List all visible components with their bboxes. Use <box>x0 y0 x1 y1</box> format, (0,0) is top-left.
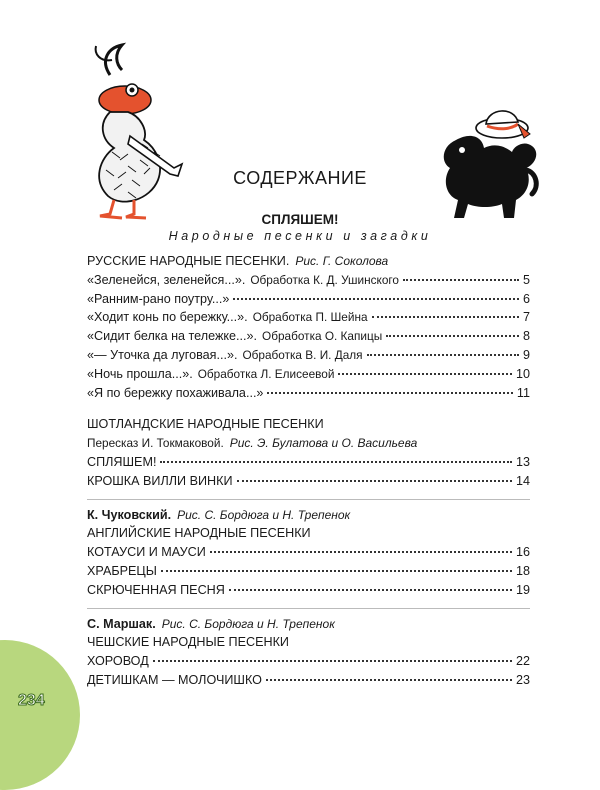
toc-entry[interactable] <box>87 455 530 474</box>
entry-editor: Обработка В. И. Даля <box>242 347 363 362</box>
section-heading: СПЛЯШЕМ! <box>261 212 339 227</box>
entry-title: «Сидит белка на тележке...». <box>87 329 258 344</box>
leader-dots <box>267 392 512 394</box>
toc-entry[interactable] <box>87 273 530 292</box>
leader-dots <box>210 551 512 553</box>
entry-title: СКРЮЧЕННАЯ ПЕСНЯ <box>87 582 225 597</box>
scottie-dog-icon <box>432 100 542 225</box>
toc-entry[interactable] <box>87 474 530 493</box>
leader-dots <box>403 279 519 281</box>
leader-dots <box>233 298 519 300</box>
entry-page: 10 <box>515 366 530 381</box>
toc-entry[interactable] <box>87 386 530 405</box>
entry-page: 16 <box>515 545 530 560</box>
entry-page: 8 <box>522 329 530 344</box>
entry-title: ДЕТИШКАМ — МОЛОЧИШКО <box>87 672 262 687</box>
toc-group-scottish: ШОТЛАНДСКИЕ НАРОДНЫЕ ПЕСЕНКИ <box>87 417 324 432</box>
author-line <box>87 617 530 636</box>
leader-dots <box>237 480 512 482</box>
toc-entry[interactable] <box>87 310 530 329</box>
entry-page: 18 <box>515 563 530 578</box>
entry-title: «Ночь прошла...». <box>87 366 193 381</box>
page-number-tab <box>0 640 80 790</box>
page-title: СОДЕРЖАНИЕ <box>233 168 367 188</box>
toc-entry[interactable] <box>87 367 530 386</box>
author-name: К. Чуковский. <box>87 507 172 522</box>
divider <box>87 499 530 500</box>
page-number: 234 <box>18 692 45 709</box>
divider <box>87 608 530 609</box>
leader-dots <box>386 335 519 337</box>
entry-editor: Обработка П. Шейна <box>252 310 368 325</box>
credit-line <box>87 436 530 455</box>
entry-page: 11 <box>516 385 530 400</box>
illustrator-credit: Рис. С. Бордюга и Н. Трепенок <box>177 507 351 522</box>
entry-page: 7 <box>522 310 530 325</box>
entry-title: «Ходит конь по бережку...». <box>87 310 248 325</box>
entry-title: КРОШКА ВИЛЛИ ВИНКИ <box>87 473 233 488</box>
leader-dots <box>266 679 512 681</box>
illustrator-credit: Рис. С. Бордюга и Н. Трепенок <box>161 616 335 631</box>
toc-group-english: АНГЛИЙСКИЕ НАРОДНЫЕ ПЕСЕНКИ <box>87 526 311 541</box>
leader-dots <box>338 373 512 375</box>
author-line <box>87 508 530 527</box>
section-subheading: Народные песенки и загадки <box>168 229 432 243</box>
spacer <box>87 404 530 417</box>
toc-entry[interactable] <box>87 583 530 602</box>
entry-title: СПЛЯШЕМ! <box>87 454 157 469</box>
toc-entry[interactable] <box>87 654 530 673</box>
toc-entry[interactable] <box>87 564 530 583</box>
toc-group-czech: ЧЕШСКИЕ НАРОДНЫЕ ПЕСЕНКИ <box>87 635 289 650</box>
entry-title: «Я по бережку похаживала...» <box>87 385 264 400</box>
toc-group-russian <box>87 254 530 273</box>
entry-title: ХРАБРЕЦЫ <box>87 563 157 578</box>
leader-dots <box>367 354 519 356</box>
entry-title: ХОРОВОД <box>87 654 149 669</box>
toc-entry[interactable] <box>87 545 530 564</box>
table-of-contents <box>87 254 530 692</box>
entry-page: 22 <box>515 654 530 669</box>
entry-title: «— Уточка да луговая...». <box>87 347 238 362</box>
toc-entry[interactable] <box>87 329 530 348</box>
translator-credit: Пересказ И. Токмаковой. <box>87 436 224 451</box>
entry-title: КОТАУСИ И МАУСИ <box>87 545 206 560</box>
entry-page: 23 <box>515 672 530 687</box>
entry-title: «Зеленейся, зеленейся...». <box>87 272 246 287</box>
entry-page: 6 <box>522 291 530 306</box>
entry-page: 5 <box>522 272 530 287</box>
group-title: РУССКИЕ НАРОДНЫЕ ПЕСЕНКИ. <box>87 254 290 268</box>
toc-entry[interactable] <box>87 348 530 367</box>
illustrator-credit: Рис. Г. Соколова <box>295 254 389 268</box>
entry-editor: Обработка О. Капицы <box>262 329 383 344</box>
entry-editor: Обработка К. Д. Ушинского <box>250 272 399 287</box>
toc-entry[interactable] <box>87 673 530 692</box>
duck-with-horn-icon <box>70 40 190 225</box>
author-name: С. Маршак. <box>87 616 156 631</box>
leader-dots <box>161 570 512 572</box>
entry-page: 9 <box>522 347 530 362</box>
leader-dots <box>160 461 512 463</box>
entry-editor: Обработка Л. Елисеевой <box>197 366 335 381</box>
leader-dots <box>372 316 519 318</box>
illustrator-credit: Рис. Э. Булатова и О. Васильева <box>229 436 418 451</box>
entry-page: 19 <box>515 582 530 597</box>
entry-page: 14 <box>515 473 530 488</box>
leader-dots <box>153 660 512 662</box>
toc-entry[interactable] <box>87 292 530 311</box>
leader-dots <box>229 589 512 591</box>
entry-title: «Ранним-рано поутру...» <box>87 291 230 306</box>
entry-page: 13 <box>515 454 530 469</box>
